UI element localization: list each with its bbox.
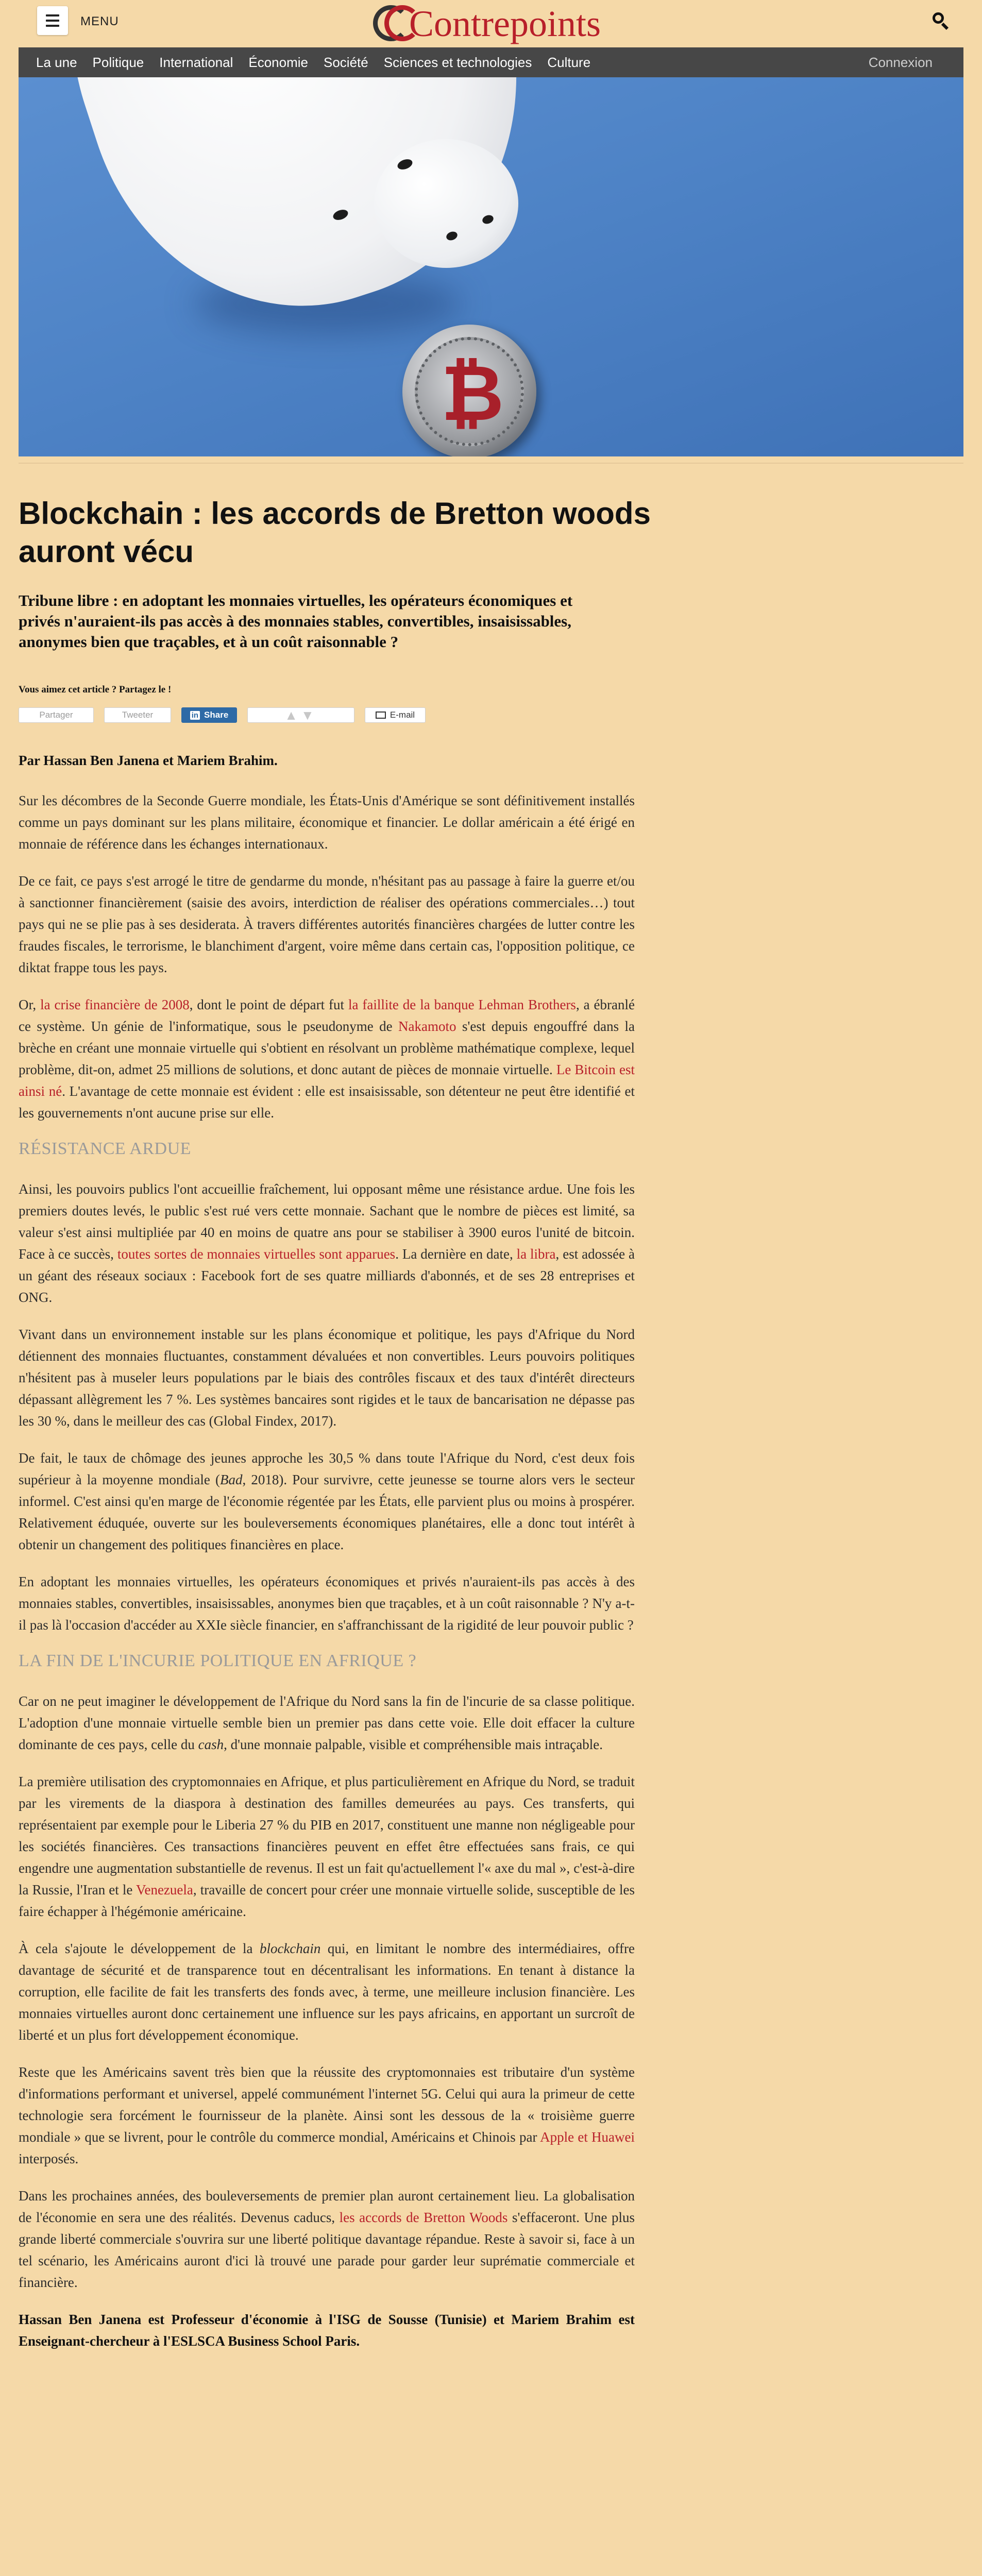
link-lehman-brothers[interactable]: la faillite de la banque Lehman Brothers [348,997,576,1012]
text: Reste que les Américains savent très bien que la réussite des cryptomonnaies est tributaire d'un système d'informations performant et universel, appelé communément l'internet 5G. Celui qui aura la primeur de cette technologie sera forcément le fournisseur de la planète. Ainsi sont les dessous de la « troisième guerre mondiale » que se livrent, pour le contrôle du commerce mondial, Américains et Chinois par [19,2064,635,2145]
paragraph: Sur les décombres de la Seconde Guerre mondiale, les États-Unis d'Amérique se sont définitivement installés comme un pays dominant sur les plans militaire, économique et financier. Le dollar américain a été érigé en monnaie de référence dans les échanges internationaux. [19,793,635,852]
text: s'effaceront. Une plus grande liberté commerciale s'ouvrira sur une liberté politique davantage répandue. Reste à savoir si, face à un tel scénario, les Américains auront d'ici là trouvé une parade pour garder leur suprématie commerciale et financière. [19,2210,635,2290]
link-libra[interactable]: la libra [516,1246,556,1262]
piggy-bank-snout [374,139,518,268]
email-share-button[interactable] [365,707,426,723]
paragraph [19,1447,635,1555]
paragraph: En adoptant les monnaies virtuelles, les opérateurs économiques et privés n'auraient-ils pas accès à des monnaies stables, convertibles, insaisissables, anonymes bien que traçables, et à un coût raisonnable ? N'y a-t-il pas là l'occasion d'accéder au XXIe siècle financier, en s'affranchissant de la rigidité de leur pouvoir public ? [19,1574,635,1633]
coin-face [415,337,524,446]
article-standfirst: Tribune libre : en adoptant les monnaies virtuelles, les opérateurs économiques et privés n'auraient-ils pas accès à des monnaies stables, convertibles, insaisissables, anonymes bien que traçables, et à un coût raisonnable ? [19,591,573,651]
share-buttons [19,707,426,723]
hero-divider [19,463,963,464]
envelope-icon [376,711,386,719]
paragraph [19,994,635,1124]
text: , 2018). Pour survivre, cette jeunesse se tourne alors vers le secteur informel. C'est ainsi qu'en marge de l'économie régentée par les États, elle parvient plus ou moins à prospérer. Relativement éduquée, ouverte sur les bouleversements économiques planétaires, elle a donc tout intérêt à obtenir un changement des politiques financières en place. [19,1472,635,1552]
text: , a ébranlé ce système. Un génie de l'informatique, sous le pseudonyme de [19,997,635,1034]
text: Car on ne peut imaginer le développement de l'Afrique du Nord sans la fin de l'incurie de sa classe politique. L'adoption d'une monnaie virtuelle semble bien un premier pas dans cette voie. Elle doit effacer la culture dominante de ces pays, celle du [19,1693,635,1752]
link-apple-huawei[interactable]: Apple et Huawei [540,2129,635,2145]
nav-item-sciences-technologies[interactable]: Sciences et technologies [383,54,532,70]
paragraph: Vivant dans un environnement instable sur les plans économique et politique, les pays d'Afrique du Nord détiennent des monnaies fluctuantes, constamment dévaluées et non convertibles. Leurs pouvoirs politiques n'hésitent pas à museler leurs populations par le biais des contrôles fiscaux et des taux d'intérêt directeurs dépassant allègrement les 7 %. Les systèmes bancaires sont rigides et le taux de bancarisation ne dépasse pas les 30 %, dans le meilleur des cas (Global Findex, 2017). [19,1327,635,1429]
nav-item-culture[interactable]: Culture [547,54,591,70]
email-share-label: E-mail [390,710,415,720]
link-monnaies-virtuelles[interactable]: toutes sortes de monnaies virtuelles sont apparues [117,1246,396,1262]
nav-item-international[interactable]: International [159,54,233,70]
link-bitcoin[interactable]: Le Bitcoin est ainsi né [19,1062,635,1099]
text: De fait, le taux de chômage des jeunes approche les 30,5 % dans toute l'Afrique du Nord, c'est deux fois supérieur à la moyenne mondiale ( [19,1450,635,1487]
text: qui, en limitant le nombre des intermédiaires, offre davantage de sécurité et de transparence tout en décentralisant les informations. En tenant à distance la corruption, elle facilite de fait les transferts des fonds avec, à terme, une meilleure inclusion financière. Les monnaies virtuelles auront donc certainement une influence sur les pays africains, en apportant un surcroît de liberté et un plus fort développement économique. [19,1941,635,2043]
share-prompt: Vous aimez cet article ? Partagez le ! [19,684,172,695]
link-venezuela[interactable]: Venezuela [136,1882,193,1897]
text: Dans les prochaines années, des bouleversements de premier plan auront certainement lieu. La globalisation de l'économie en sera une des réalités. Devenus caducs, [19,2188,635,2225]
pocket-button[interactable]: ▲▼ [247,707,354,723]
text: , d'une monnaie palpable, visible et compréhensible mais intraçable. [224,1737,603,1752]
hamburger-icon [46,14,59,16]
text: , est adossée à un géant des réseaux sociaux : Facebook fort de ses quatre milliards d'abonnés, et de ses 28 entreprises et ONG. [19,1246,635,1305]
text: s'est depuis engouffré dans la brèche en créant une monnaie virtuelle qui s'obtient en résolvant un problème mathématique complexe, lequel problème, dit-on, admet 25 millions de solutions, et donc autant de pièces de monnaie virtuelle. [19,1019,635,1077]
bitcoin-coin-illustration [402,325,536,456]
emphasis: blockchain [259,1941,321,1956]
paragraph [19,1690,635,1755]
site-logo[interactable] [373,1,610,44]
hero-image [19,77,963,456]
emphasis: cash [198,1737,224,1752]
nav-item-economie[interactable]: Économie [248,54,308,70]
text: , travaille de concert pour créer une monnaie virtuelle solide, susceptible de les faire échapper à l'hégémonie américaine. [19,1882,635,1919]
twitter-share-button[interactable]: Tweeter [104,707,171,723]
paragraph [19,1938,635,2046]
text: À cela s'ajoute le développement de la [19,1941,260,1956]
bitcoin-icon: ₿ [441,349,504,438]
menu-label[interactable]: MENU [80,14,119,28]
hamburger-icon [46,25,59,27]
nav-item-societe[interactable]: Société [324,54,368,70]
section-heading: RÉSISTANCE ARDUE [19,1139,191,1158]
nav-item-politique[interactable]: Politique [92,54,144,70]
paragraph: De ce fait, ce pays s'est arrogé le titre de gendarme du monde, n'hésitant pas au passage à faire la guerre et/ou à sanctionner financièrement (saisie des avoirs, interdiction de réaliser des opérations commerciales…) tout pays qui ne se plie pas à ses desiderata. À travers différentes autorités financières chargées de lutter contre les fraudes fiscales, le terrorisme, le blanchiment d'argent, voire même dans certain cas, l'opposition politique, ce diktat frappe tous les pays. [19,873,635,975]
author-line: Par Hassan Ben Janena et Mariem Brahim. [19,753,278,768]
paragraph [19,2061,635,2170]
text: interposés. [19,2151,79,2166]
text: , dont le point de départ fut [189,997,348,1012]
emphasis: Bad [220,1472,243,1487]
hamburger-icon [46,20,59,22]
main-nav [19,47,963,77]
linkedin-icon: in [190,711,200,720]
article-body [19,750,635,2367]
link-crise-2008[interactable]: la crise financière de 2008 [40,997,190,1012]
nav-item-la-une[interactable]: La une [36,54,77,70]
linkedin-share-button[interactable] [181,707,237,723]
search-icon[interactable] [932,11,950,30]
text: . L'avantage de cette monnaie est évident : elle est insaisissable, son détenteur ne peut être identifié et les gouvernements n'ont aucune prise sur elle. [19,1083,635,1121]
author-bio: Hassan Ben Janena est Professeur d'économie à l'ISG de Sousse (Tunisie) et Mariem Brahim est Enseignant-chercheur à l'ESLSCA Business School Paris. [19,2312,635,2349]
logo-text: Contrepoints [409,3,601,44]
linkedin-share-label: Share [204,710,229,720]
article-title: Blockchain : les accords de Bretton woods auront vécu [19,496,651,569]
login-link[interactable]: Connexion [868,55,933,70]
paragraph [19,2185,635,2293]
text: . La dernière en date, [395,1246,517,1262]
link-bretton-woods[interactable]: les accords de Bretton Woods [339,2210,508,2225]
paragraph [19,1771,635,1922]
text: La première utilisation des cryptomonnaies en Afrique, et plus particulièrement en Afrique du Nord, se traduit par les virements de la diaspora à destination des familles demeurées au pays. Ces transferts, qui représentaient par exemple pour le Liberia 27 % du PIB en 2017, constituent une manne non négligeable pour les sociétés financières. Ces transactions financières peuvent en effet être effectuées sans frais, ce qui engendre une augmentation substantielle de revenus. Il est un fait qu'actuellement l'« axe du mal », c'est-à-dire la Russie, l'Iran et le [19,1774,635,1897]
facebook-share-button[interactable]: Partager [19,707,94,723]
text: Ainsi, les pouvoirs publics l'ont accueillie fraîchement, lui opposant même une résistance ardue. Une fois les premiers doutes levés, le public s'est rué vers cette monnaie. Sachant que le nombre de pièces est limité, sa valeur s'est ainsi multipliée par 40 en moins de quatre ans pour se stabiliser à 3900 euros l'unité de bitcoin. Face à ce succès, [19,1181,635,1262]
text: Or, [19,997,41,1012]
site-header [0,0,982,46]
link-nakamoto[interactable]: Nakamoto [398,1019,456,1034]
nav-items [36,47,606,77]
paragraph [19,1178,635,1308]
menu-button[interactable] [37,6,68,35]
section-heading: LA FIN DE L'INCURIE POLITIQUE EN AFRIQUE ? [19,1651,417,1670]
